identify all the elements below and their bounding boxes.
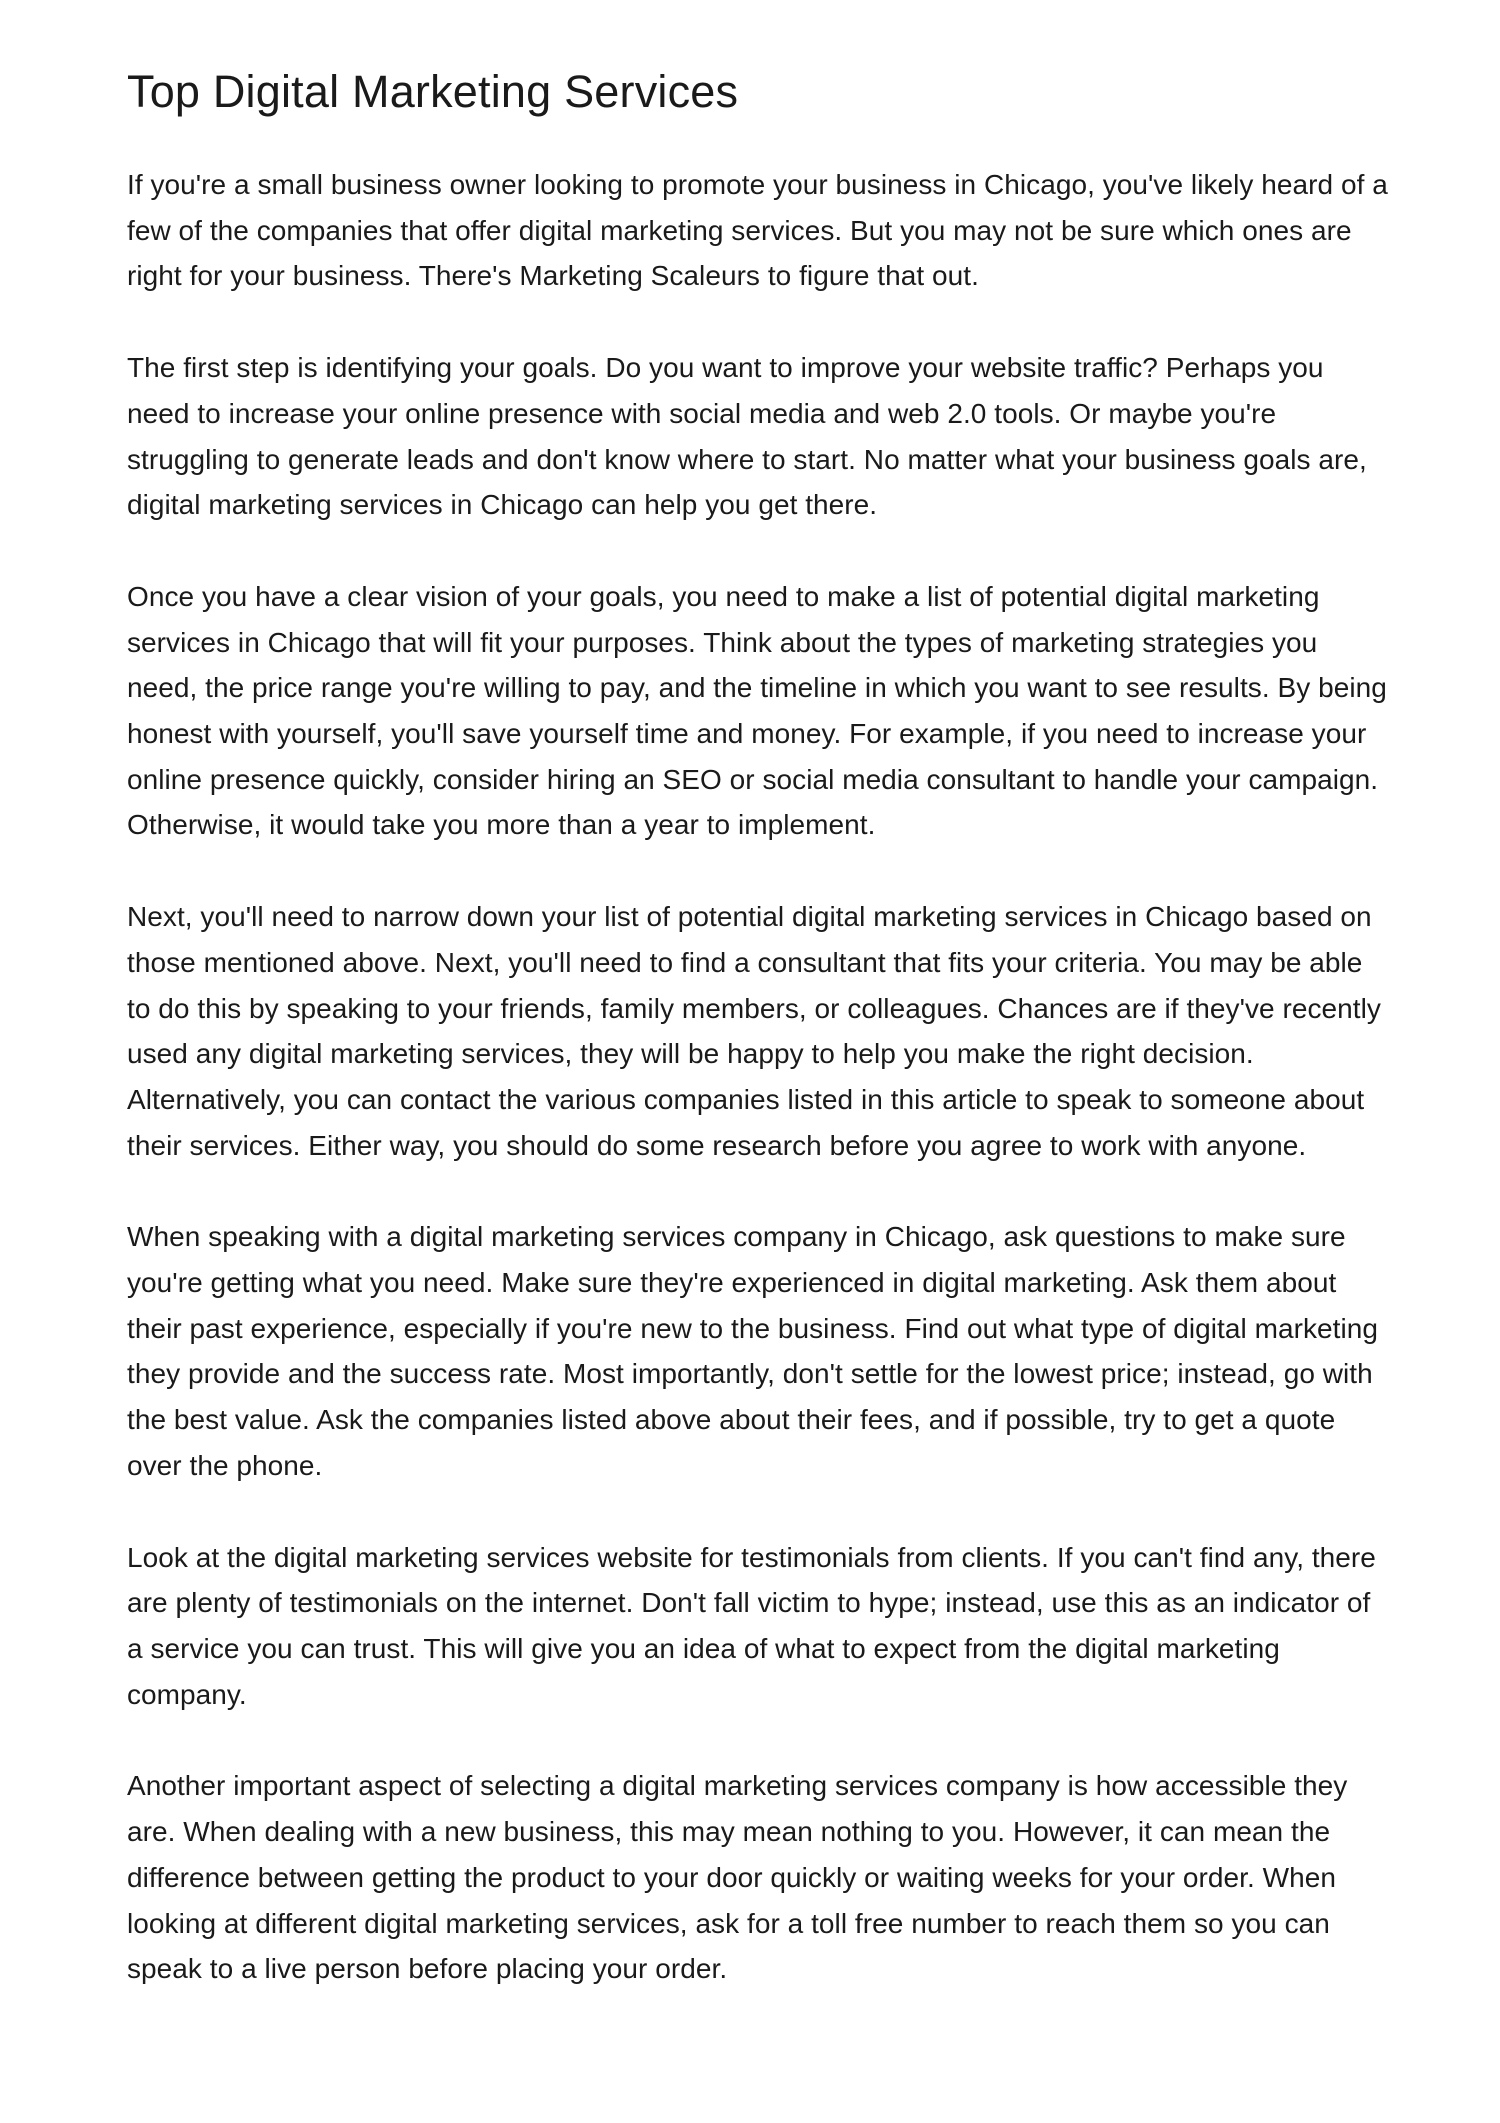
paragraph-narrow-down: Next, you'll need to narrow down your list of potential digital marketing services in Chicago based on those mentioned above. Next, you'll need to find a consultant that fits your criteria. You may be able to do this by speaking to your friends, family members, or colleagues. Chances are if they've recently used any digital marketing services, they will be happy to help you make the right decision. Alternatively, you can contact the various companies listed in this article to speak to someone about their services. Either way, you should do some research before you agree to work with anyone. [127, 901, 1381, 1161]
paragraph-ask-questions: When speaking with a digital marketing services company in Chicago, ask questions to make sure you're getting what you need. Make sure they're experienced in digital marketing. Ask them about their past experience, especially if you're new to the business. Find out what type of digital marketing they provide and the success rate. Most importantly, don't settle for the lowest price; instead, go with the best value. Ask the companies listed above about their fees, and if possible, try to get a quote over the phone. [127, 1221, 1378, 1481]
paragraph-accessibility: Another important aspect of selecting a digital marketing services company is how accessible they are. When dealing with a new business, this may mean nothing to you. However, it can mean the difference between getting the product to your door quickly or waiting weeks for your order. When looking at different digital marketing services, ask for a toll free number to reach them so you can speak to a live person before placing your order. [127, 1770, 1348, 1985]
paragraph-identify-goals: The first step is identifying your goals. Do you want to improve your website traffic? Perhaps you need to increase your online presence with social media and web 2.0 tools. Or maybe you're struggling to generate leads and don't know where to start. No matter what your business goals are, digital marketing services in Chicago can help you get there. [127, 352, 1367, 521]
paragraph-make-list: Once you have a clear vision of your goals, you need to make a list of potential digital marketing services in Chicago that will fit your purposes. Think about the types of marketing strategies you need, the price range you're willing to pay, and the timeline in which you want to see results. By being honest with yourself, you'll save yourself time and money. For example, if you need to increase your online presence quickly, consider hiring an SEO or social media consultant to handle your campaign. Otherwise, it would take you more than a year to implement. [127, 580, 1387, 841]
paragraph-testimonials: Look at the digital marketing services website for testimonials from clients. If you can't find any, there are plenty of testimonials on the internet. Don't fall victim to hype; instead, use this as an indicator of a service you can trust. This will give you an idea of what to expect from the digital marketing company. [127, 1541, 1376, 1710]
document-title: Top Digital Marketing Services [127, 66, 739, 117]
paragraph-intro: If you're a small business owner looking to promote your business in Chicago, you've likely heard of a few of the companies that offer digital marketing services. But you may not be sure which ones are right for your business. There's Marketing Scaleurs to figure that out. [127, 169, 1388, 292]
